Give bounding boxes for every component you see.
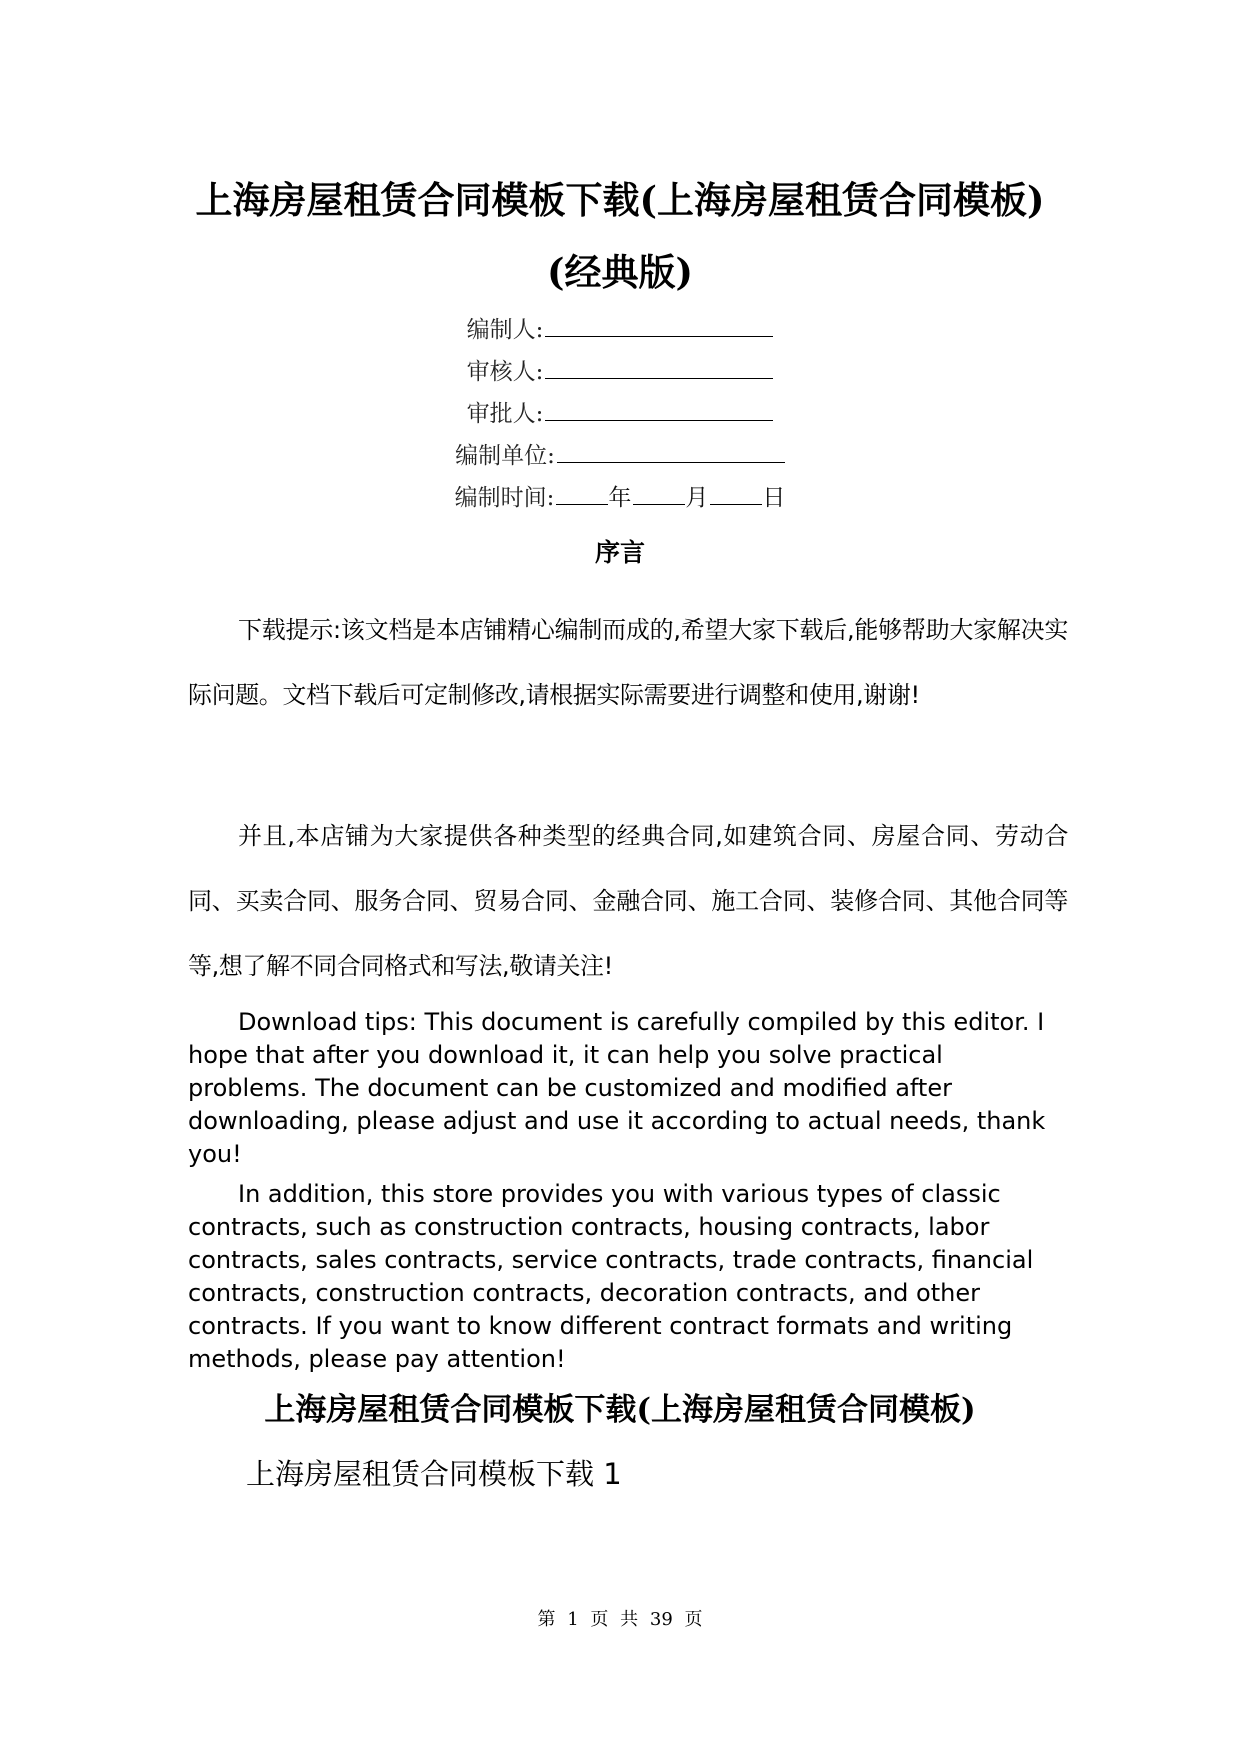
year-blank-line — [556, 480, 608, 505]
day-label: 日 — [762, 485, 786, 511]
unit-blank-line — [557, 438, 785, 463]
month-blank-line — [633, 480, 685, 505]
preface-cn-paragraph-2: 并且,本店铺为大家提供各种类型的经典合同,如建筑合同、房屋合同、劳动合同、买卖合同、服务合同、贸易合同、金融合同、施工合同、装修合同、其他合同等等,想了解不同合同格式和写法,敬请关注! — [188, 822, 1068, 980]
reviewer-field — [0, 354, 1240, 388]
footer-mid: 页 共 — [590, 1609, 639, 1630]
reviewer-blank-line — [545, 354, 773, 379]
document-title-line-2: (经典版) — [546, 250, 693, 294]
month-label: 月 — [685, 485, 709, 511]
year-label: 年 — [608, 485, 632, 511]
time-field — [0, 480, 1240, 514]
preface-en-paragraph-1: Download tips: This document is carefully compiled by this editor. I hope that after you download it, it can help you solve practical problems. The document can be customized and modified after downloading, please adjust and use it according to actual needs, thank you! — [188, 1008, 1046, 1168]
compiler-field — [0, 312, 1240, 346]
footer-current-page: 1 — [567, 1609, 579, 1630]
reviewer-label: 审核人: — [466, 359, 544, 385]
page-footer — [0, 1607, 1240, 1633]
preface-heading: 序言 — [594, 538, 645, 567]
document-title-line-1: 上海房屋租赁合同模板下载(上海房屋租赁合同模板) — [195, 178, 1045, 222]
preface-cn-paragraph-1: 下载提示:该文档是本店铺精心编制而成的,希望大家下载后,能够帮助大家解决实际问题。文档下载后可定制修改,请根据实际需要进行调整和使用,谢谢! — [188, 616, 1068, 709]
footer-total-pages: 39 — [649, 1609, 673, 1630]
approver-field — [0, 396, 1240, 430]
footer-suffix: 页 — [684, 1609, 703, 1630]
footer-prefix: 第 — [537, 1609, 556, 1630]
preface-en-paragraph-2: In addition, this store provides you with various types of classic contracts, such as construction contracts, housing contracts, labor contracts, sales contracts, service contracts, trade contracts, financial contracts, construction contracts, decoration contracts, and other contracts. If you want to know different contract formats and writing methods, please pay attention! — [188, 1180, 1034, 1373]
body-title: 上海房屋租赁合同模板下载(上海房屋租赁合同模板) — [264, 1392, 976, 1428]
unit-label: 编制单位: — [455, 443, 555, 469]
compiler-label: 编制人: — [466, 317, 544, 343]
day-blank-line — [710, 480, 762, 505]
section-title: 上海房屋租赁合同模板下载 1 — [246, 1457, 622, 1491]
unit-field — [0, 438, 1240, 472]
time-label: 编制时间: — [454, 485, 555, 511]
approver-blank-line — [545, 396, 773, 421]
approver-label: 审批人: — [466, 401, 544, 427]
compiler-blank-line — [545, 312, 773, 337]
